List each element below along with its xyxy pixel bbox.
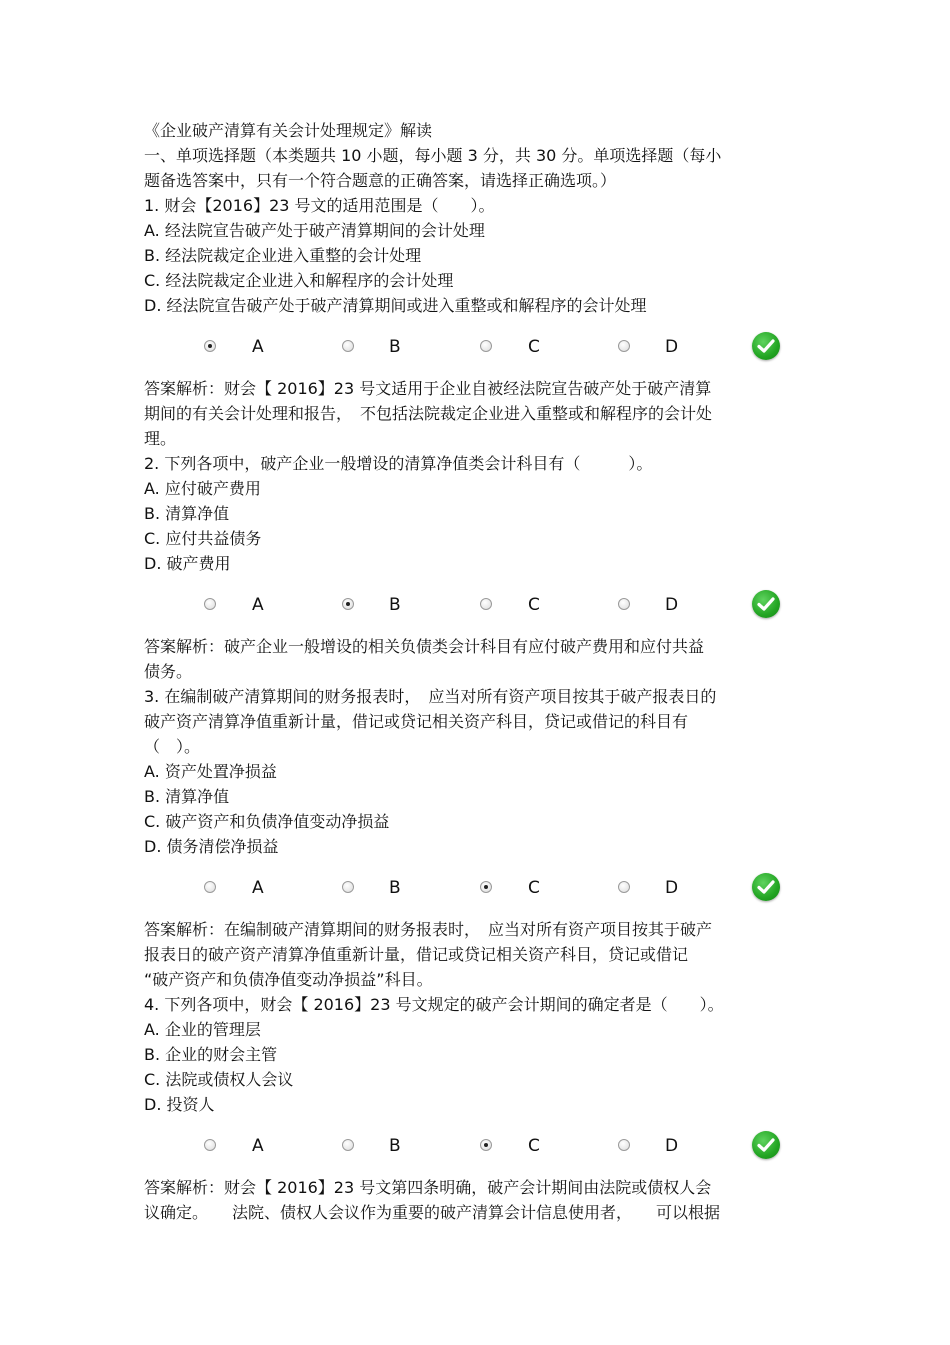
option-text: D. 债务清偿净损益 — [144, 837, 279, 856]
document-page — [144, 118, 814, 1225]
question-stem: （ ）。 — [144, 737, 201, 756]
radio-option-b[interactable] — [342, 340, 354, 352]
correct-check-icon — [752, 590, 780, 618]
radio-label-d: D — [665, 878, 679, 898]
radio-option-d[interactable] — [618, 1139, 630, 1151]
radio-label-b: B — [389, 878, 401, 898]
radio-label-a: A — [252, 1136, 264, 1156]
question-stem: 2. 下列各项中，破产企业一般增设的清算净值类会计科目有（ ）。 — [144, 454, 653, 473]
radio-label-a: A — [252, 878, 264, 898]
radio-label-b: B — [389, 1136, 401, 1156]
radio-option-c[interactable] — [480, 598, 492, 610]
answer-options-row — [144, 330, 814, 370]
option-text: C. 经法院裁定企业进入和解程序的会计处理 — [144, 271, 454, 290]
radio-option-c[interactable] — [480, 881, 492, 893]
question-block — [144, 992, 814, 1225]
radio-option-b[interactable] — [342, 1139, 354, 1151]
question-stem: 破产资产清算净值重新计量，借记或贷记相关资产科目，贷记或借记的科目有 — [144, 712, 689, 731]
answer-analysis: 答案解析：破产企业一般增设的相关负债类会计科目有应付破产费用和应付共益 — [144, 637, 705, 656]
radio-option-a[interactable] — [204, 340, 216, 352]
option-text: D. 经法院宣告破产处于破产清算期间或进入重整或和解程序的会计处理 — [144, 296, 647, 315]
radio-label-d: D — [665, 595, 679, 615]
radio-label-d: D — [665, 337, 679, 357]
radio-label-a: A — [252, 595, 264, 615]
answer-analysis: 期间的有关会计处理和报告， 不包括法院裁定企业进入重整或和解程序的会计处 — [144, 404, 713, 423]
radio-label-b: B — [389, 595, 401, 615]
section-heading-line-2: 题备选答案中，只有一个符合题意的正确答案，请选择正确选项。） — [144, 171, 617, 190]
question-block — [144, 193, 814, 451]
answer-options-row — [144, 871, 814, 911]
option-text: A. 企业的管理层 — [144, 1020, 261, 1039]
question-stem: 3. 在编制破产清算期间的财务报表时， 应当对所有资产项目按其于破产报表日的 — [144, 687, 717, 706]
option-text: B. 经法院裁定企业进入重整的会计处理 — [144, 246, 422, 265]
radio-option-a[interactable] — [204, 598, 216, 610]
answer-analysis: 债务。 — [144, 662, 193, 681]
question-stem: 1. 财会【2016】23 号文的适用范围是（ ）。 — [144, 196, 495, 215]
answer-analysis: “破产资产和负债净值变动净损益”科目。 — [144, 970, 433, 989]
answer-options-row — [144, 588, 814, 628]
radio-option-c[interactable] — [480, 340, 492, 352]
answer-analysis: 理。 — [144, 429, 177, 448]
radio-label-c: C — [528, 1136, 540, 1156]
option-text: C. 应付共益债务 — [144, 529, 262, 548]
radio-label-c: C — [528, 337, 540, 357]
answer-options-row — [144, 1129, 814, 1169]
radio-option-d[interactable] — [618, 598, 630, 610]
answer-analysis: 议确定。 法院、债权人会议作为重要的破产清算会计信息使用者， 可以根据 — [144, 1203, 721, 1222]
question-block — [144, 451, 814, 684]
answer-analysis: 答案解析：在编制破产清算期间的财务报表时， 应当对所有资产项目按其于破产 — [144, 920, 713, 939]
option-text: B. 清算净值 — [144, 787, 230, 806]
answer-analysis: 答案解析：财会【 2016】23 号文第四条明确，破产会计期间由法院或债权人会 — [144, 1178, 712, 1197]
question-list — [144, 193, 814, 1225]
radio-option-d[interactable] — [618, 340, 630, 352]
question-block — [144, 684, 814, 992]
radio-label-d: D — [665, 1136, 679, 1156]
radio-option-b[interactable] — [342, 881, 354, 893]
correct-check-icon — [752, 873, 780, 901]
correct-check-icon — [752, 1131, 780, 1159]
answer-analysis: 答案解析：财会【 2016】23 号文适用于企业自被经法院宣告破产处于破产清算 — [144, 379, 712, 398]
option-text: A. 经法院宣告破产处于破产清算期间的会计处理 — [144, 221, 485, 240]
section-heading-line-1: 一、单项选择题（本类题共 10 小题，每小题 3 分，共 30 分。单项选择题（每小 — [144, 146, 722, 165]
correct-check-icon — [752, 332, 780, 360]
document-title: 《企业破产清算有关会计处理规定》解读 — [144, 121, 433, 140]
question-stem: 4. 下列各项中，财会【 2016】23 号文规定的破产会计期间的确定者是（ ）。 — [144, 995, 724, 1014]
option-text: A. 应付破产费用 — [144, 479, 261, 498]
radio-option-a[interactable] — [204, 1139, 216, 1151]
option-text: D. 投资人 — [144, 1095, 215, 1114]
radio-option-b[interactable] — [342, 598, 354, 610]
option-text: C. 破产资产和负债净值变动净损益 — [144, 812, 390, 831]
option-text: B. 企业的财会主管 — [144, 1045, 278, 1064]
radio-label-c: C — [528, 878, 540, 898]
radio-label-c: C — [528, 595, 540, 615]
option-text: A. 资产处置净损益 — [144, 762, 277, 781]
radio-option-c[interactable] — [480, 1139, 492, 1151]
option-text: C. 法院或债权人会议 — [144, 1070, 294, 1089]
radio-label-a: A — [252, 337, 264, 357]
radio-option-a[interactable] — [204, 881, 216, 893]
radio-label-b: B — [389, 337, 401, 357]
answer-analysis: 报表日的破产资产清算净值重新计量，借记或贷记相关资产科目，贷记或借记 — [144, 945, 689, 964]
option-text: D. 破产费用 — [144, 554, 231, 573]
radio-option-d[interactable] — [618, 881, 630, 893]
option-text: B. 清算净值 — [144, 504, 230, 523]
